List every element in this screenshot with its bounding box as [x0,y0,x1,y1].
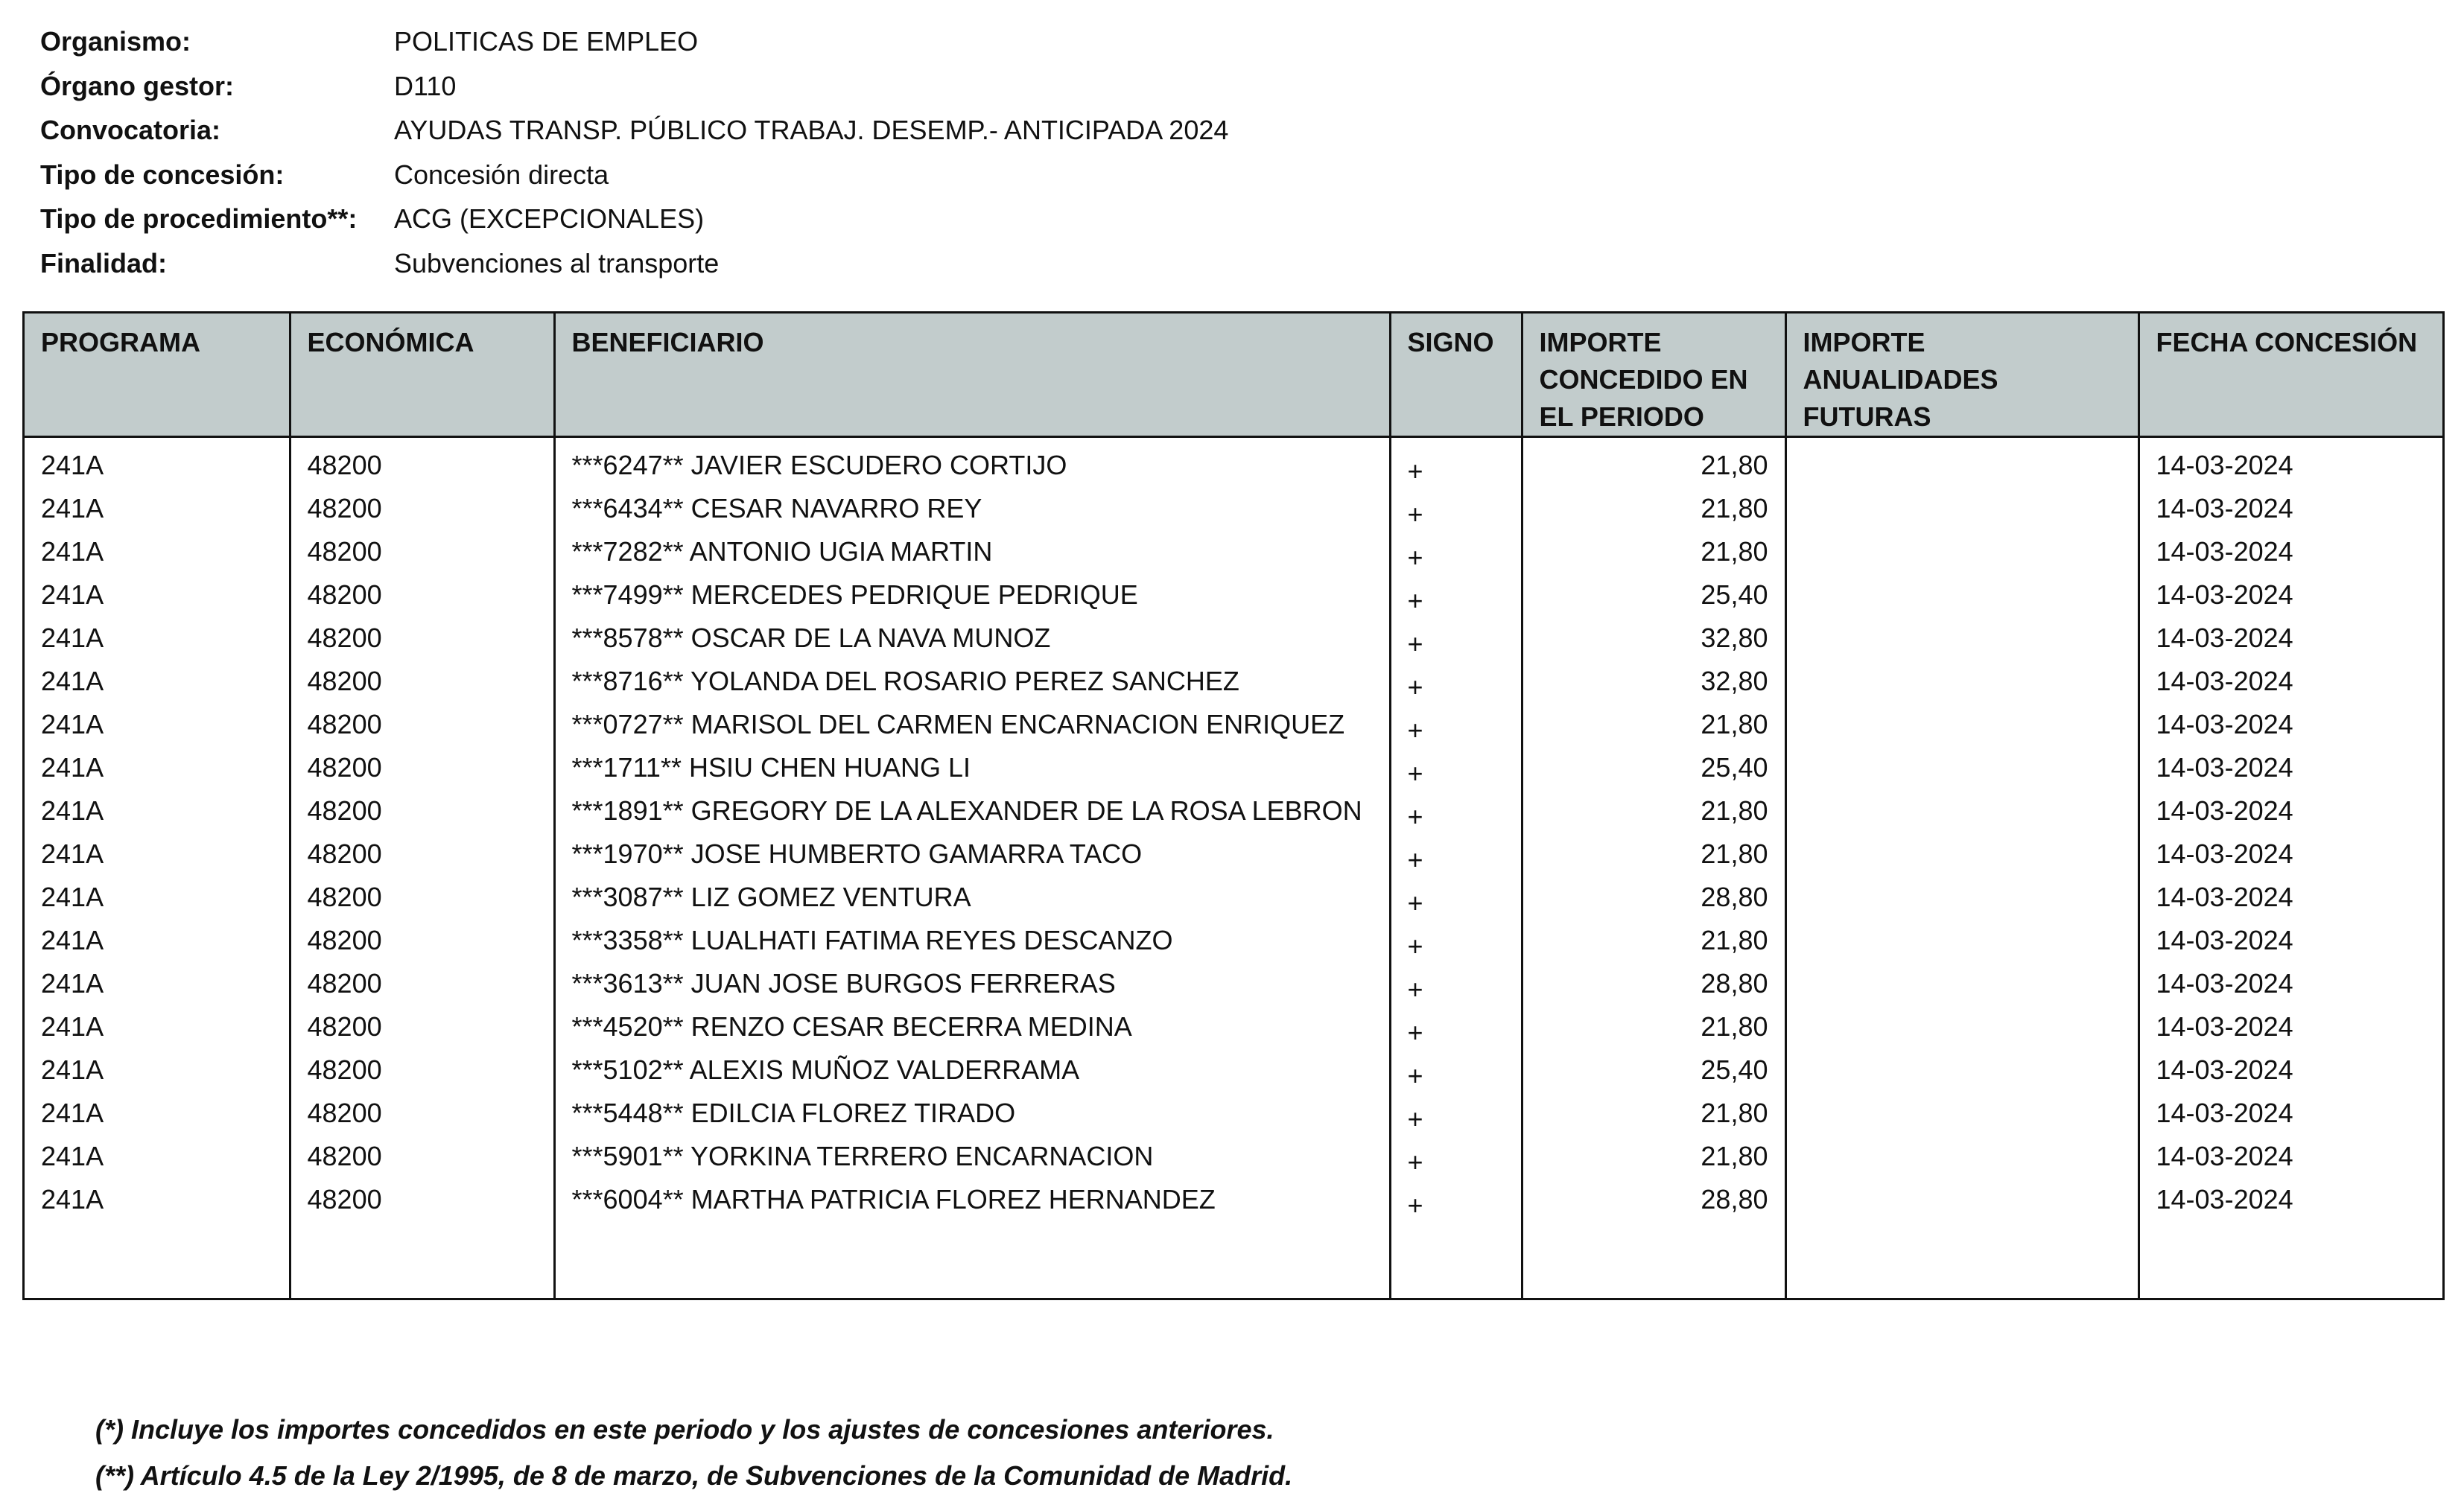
meta-value: D110 [394,70,457,101]
cell-beneficiario: ***6434** CESAR NAVARRO REY [554,490,1390,533]
table-row [25,1181,2442,1224]
cell-programa: 241A [41,666,104,696]
cell-importe-concedido: 21,80 [1522,1008,1785,1051]
cell-signo: + [1390,965,1522,1008]
table-row [25,836,2442,879]
header-importe-anualidades: IMPORTE ANUALIDADES FUTURAS [1785,314,2138,437]
header-importe-concedido: IMPORTE CONCEDIDO EN EL PERIODO [1522,314,1785,437]
cell-importe-anualidades [1785,1095,2138,1138]
meta-row-tipo-concesion [40,153,1228,197]
cell-fecha-concesion: 14-03-2024 [2138,792,2442,836]
cell-beneficiario: ***6247** JAVIER ESCUDERO CORTIJO [554,437,1390,491]
cell-signo: + [1390,922,1522,965]
cell-beneficiario: ***5448** EDILCIA FLOREZ TIRADO [554,1095,1390,1138]
cell-beneficiario: ***6004** MARTHA PATRICIA FLOREZ HERNANDEZ [554,1181,1390,1224]
cell-importe-anualidades [1785,1181,2138,1224]
header-beneficiario: BENEFICIARIO [554,314,1390,437]
cell-importe-concedido: 21,80 [1522,836,1785,879]
cell-importe-anualidades [1785,1051,2138,1095]
meta-row-organo-gestor [40,64,1228,109]
cell-signo: + [1390,1138,1522,1181]
cell-economica: 48200 [290,663,554,706]
cell-importe-anualidades [1785,663,2138,706]
cell-signo: + [1390,576,1522,620]
cell-fecha-concesion: 14-03-2024 [2138,922,2442,965]
cell-importe-concedido: 21,80 [1522,533,1785,576]
cell-programa: 241A [41,623,104,653]
cell-programa: 241A [41,536,104,567]
cell-programa: 241A [41,795,104,826]
table-row [25,749,2442,792]
table-row [25,533,2442,576]
cell-programa: 241A [41,925,104,955]
cell-importe-anualidades [1785,437,2138,491]
table-body [25,437,2442,1301]
cell-fecha-concesion: 14-03-2024 [2138,1138,2442,1181]
meta-row-convocatoria [40,108,1228,153]
cell-importe-concedido: 21,80 [1522,1095,1785,1138]
cell-importe-concedido: 21,80 [1522,706,1785,749]
filler-cell [25,1224,290,1300]
meta-label: Tipo de procedimiento**: [40,203,358,235]
cell-signo: + [1390,749,1522,792]
table-row [25,1138,2442,1181]
cell-signo: + [1390,490,1522,533]
cell-economica: 48200 [290,1181,554,1224]
cell-programa: 241A [41,1011,104,1042]
header-economica: ECONÓMICA [290,314,554,437]
meta-value: AYUDAS TRANSP. PÚBLICO TRABAJ. DESEMP.- ANTICIPADA 2024 [394,115,1229,146]
meta-label: Organismo: [40,26,191,57]
cell-programa: 241A [41,450,104,480]
cell-economica: 48200 [290,965,554,1008]
cell-signo: + [1390,1051,1522,1095]
cell-beneficiario: ***3358** LUALHATI FATIMA REYES DESCANZO [554,922,1390,965]
cell-economica: 48200 [290,533,554,576]
cell-beneficiario: ***7499** MERCEDES PEDRIQUE PEDRIQUE [554,576,1390,620]
meta-value: Concesión directa [394,159,609,190]
cell-importe-anualidades [1785,1008,2138,1051]
table-row [25,620,2442,663]
cell-programa: 241A [41,882,104,912]
meta-label: Finalidad: [40,247,167,279]
cell-importe-concedido: 21,80 [1522,792,1785,836]
meta-value: ACG (EXCEPCIONALES) [394,203,705,235]
cell-importe-anualidades [1785,749,2138,792]
cell-economica: 48200 [290,1095,554,1138]
cell-importe-concedido: 25,40 [1522,749,1785,792]
cell-importe-concedido: 21,80 [1522,437,1785,491]
cell-beneficiario: ***1711** HSIU CHEN HUANG LI [554,749,1390,792]
cell-fecha-concesion: 14-03-2024 [2138,1181,2442,1224]
filler-cell [1785,1224,2138,1300]
cell-importe-concedido: 32,80 [1522,620,1785,663]
cell-importe-anualidades [1785,836,2138,879]
header-fecha-concesion: FECHA CONCESIÓN [2138,314,2442,437]
cell-economica: 48200 [290,749,554,792]
cell-economica: 48200 [290,1051,554,1095]
cell-beneficiario: ***1891** GREGORY DE LA ALEXANDER DE LA ROSA LEBRON [554,792,1390,836]
cell-signo: + [1390,879,1522,922]
cell-programa: 241A [41,1054,104,1085]
cell-programa: 241A [41,1098,104,1128]
header-signo: SIGNO [1390,314,1522,437]
cell-importe-anualidades [1785,792,2138,836]
meta-label: Convocatoria: [40,115,221,146]
meta-label: Tipo de concesión: [40,159,285,190]
cell-importe-concedido: 25,40 [1522,576,1785,620]
cell-fecha-concesion: 14-03-2024 [2138,437,2442,491]
cell-beneficiario: ***8578** OSCAR DE LA NAVA MUNOZ [554,620,1390,663]
table-header [25,314,2442,437]
meta-row-tipo-procedimiento [40,197,1228,241]
cell-economica: 48200 [290,576,554,620]
cell-programa: 241A [41,752,104,783]
cell-signo: + [1390,533,1522,576]
cell-fecha-concesion: 14-03-2024 [2138,836,2442,879]
cell-programa: 241A [41,968,104,999]
cell-beneficiario: ***0727** MARISOL DEL CARMEN ENCARNACION ENRIQUEZ [554,706,1390,749]
filler-cell [1522,1224,1785,1300]
cell-beneficiario: ***5102** ALEXIS MUÑOZ VALDERRAMA [554,1051,1390,1095]
table-row [25,879,2442,922]
table-row [25,965,2442,1008]
cell-importe-anualidades [1785,879,2138,922]
document-metadata [40,19,1228,286]
cell-signo: + [1390,437,1522,491]
cell-programa: 241A [41,1184,104,1215]
footnote-ley: (**) Artículo 4.5 de la Ley 2/1995, de 8 de marzo, de Subvenciones de la Comunidad de Madrid. [95,1460,1293,1491]
cell-fecha-concesion: 14-03-2024 [2138,490,2442,533]
cell-importe-concedido: 25,40 [1522,1051,1785,1095]
table-filler-row [25,1224,2442,1300]
table-row [25,663,2442,706]
cell-programa: 241A [41,838,104,869]
meta-value: POLITICAS DE EMPLEO [394,26,699,57]
cell-importe-concedido: 21,80 [1522,922,1785,965]
table-row [25,1051,2442,1095]
cell-beneficiario: ***8716** YOLANDA DEL ROSARIO PEREZ SANCHEZ [554,663,1390,706]
table-row [25,1095,2442,1138]
cell-beneficiario: ***3613** JUAN JOSE BURGOS FERRERAS [554,965,1390,1008]
cell-programa: 241A [41,709,104,739]
cell-beneficiario: ***4520** RENZO CESAR BECERRA MEDINA [554,1008,1390,1051]
meta-label: Órgano gestor: [40,70,235,101]
cell-signo: + [1390,706,1522,749]
cell-programa: 241A [41,493,104,523]
footnotes [95,1407,1292,1499]
cell-importe-concedido: 28,80 [1522,1181,1785,1224]
concessions-table-frame [22,311,2445,1300]
meta-value: Subvenciones al transporte [394,247,720,279]
concessions-table [25,314,2442,1300]
table-row [25,576,2442,620]
cell-economica: 48200 [290,922,554,965]
cell-economica: 48200 [290,879,554,922]
cell-importe-anualidades [1785,706,2138,749]
cell-programa: 241A [41,579,104,610]
cell-importe-anualidades [1785,1138,2138,1181]
cell-economica: 48200 [290,490,554,533]
cell-economica: 48200 [290,706,554,749]
table-row [25,1008,2442,1051]
cell-economica: 48200 [290,1008,554,1051]
cell-economica: 48200 [290,1138,554,1181]
cell-beneficiario: ***3087** LIZ GOMEZ VENTURA [554,879,1390,922]
cell-fecha-concesion: 14-03-2024 [2138,879,2442,922]
cell-fecha-concesion: 14-03-2024 [2138,663,2442,706]
header-row [25,314,2442,437]
cell-importe-concedido: 21,80 [1522,490,1785,533]
cell-signo: + [1390,1008,1522,1051]
table-row [25,706,2442,749]
cell-signo: + [1390,620,1522,663]
cell-importe-anualidades [1785,922,2138,965]
cell-fecha-concesion: 14-03-2024 [2138,1008,2442,1051]
cell-signo: + [1390,663,1522,706]
cell-importe-anualidades [1785,576,2138,620]
header-programa: PROGRAMA [25,314,290,437]
table-row [25,490,2442,533]
cell-fecha-concesion: 14-03-2024 [2138,620,2442,663]
table-row [25,922,2442,965]
cell-beneficiario: ***5901** YORKINA TERRERO ENCARNACION [554,1138,1390,1181]
filler-cell [554,1224,1390,1300]
cell-importe-anualidades [1785,965,2138,1008]
cell-signo: + [1390,792,1522,836]
cell-economica: 48200 [290,792,554,836]
table-row [25,437,2442,491]
cell-beneficiario: ***7282** ANTONIO UGIA MARTIN [554,533,1390,576]
table-row [25,792,2442,836]
cell-fecha-concesion: 14-03-2024 [2138,1095,2442,1138]
cell-economica: 48200 [290,836,554,879]
cell-beneficiario: ***1970** JOSE HUMBERTO GAMARRA TACO [554,836,1390,879]
cell-importe-anualidades [1785,620,2138,663]
cell-fecha-concesion: 14-03-2024 [2138,533,2442,576]
cell-importe-anualidades [1785,533,2138,576]
meta-row-finalidad [40,241,1228,286]
filler-cell [2138,1224,2442,1300]
filler-cell [1390,1224,1522,1300]
cell-fecha-concesion: 14-03-2024 [2138,576,2442,620]
cell-importe-concedido: 28,80 [1522,965,1785,1008]
cell-importe-concedido: 21,80 [1522,1138,1785,1181]
cell-programa: 241A [41,1141,104,1171]
filler-cell [290,1224,554,1300]
cell-fecha-concesion: 14-03-2024 [2138,706,2442,749]
cell-importe-concedido: 32,80 [1522,663,1785,706]
meta-row-organismo [40,19,1228,64]
cell-signo: + [1390,1095,1522,1138]
cell-fecha-concesion: 14-03-2024 [2138,1051,2442,1095]
cell-fecha-concesion: 14-03-2024 [2138,965,2442,1008]
cell-economica: 48200 [290,437,554,491]
cell-signo: + [1390,836,1522,879]
cell-economica: 48200 [290,620,554,663]
cell-fecha-concesion: 14-03-2024 [2138,749,2442,792]
cell-importe-concedido: 28,80 [1522,879,1785,922]
cell-importe-anualidades [1785,490,2138,533]
footnote-importes: (*) Incluye los importes concedidos en este periodo y los ajustes de concesiones anteriores. [95,1414,1274,1445]
cell-signo: + [1390,1181,1522,1224]
